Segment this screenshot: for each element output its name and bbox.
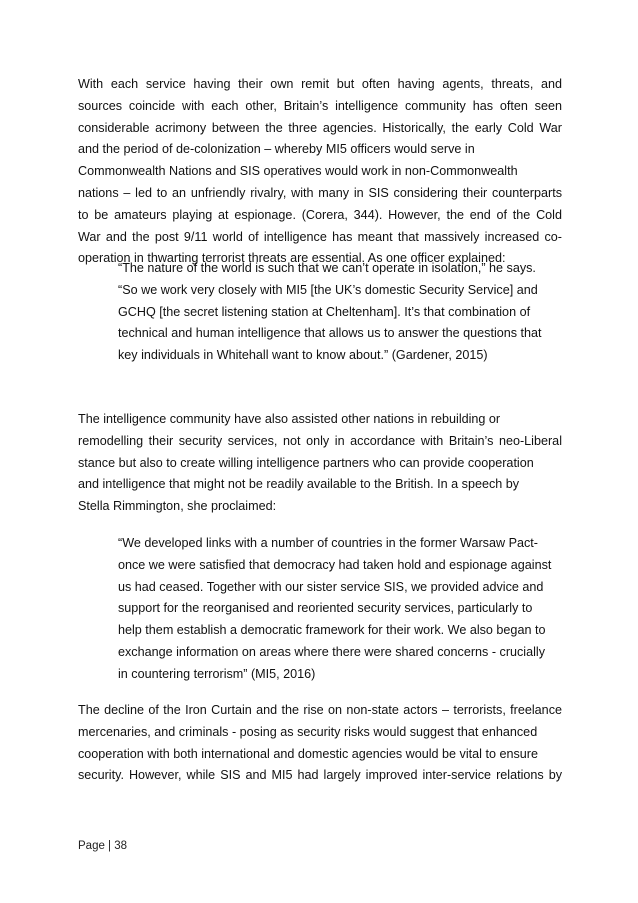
text-line: stance but also to create willing intelligence partners who can provide cooperation — [78, 455, 534, 470]
text-line: cooperation with both international and domestic agencies would be vital to ensure — [78, 746, 538, 761]
quote-line: in countering terrorism” (MI5, 2016) — [118, 666, 316, 681]
quote-line: technical and human intelligence that allows us to answer the questions that — [118, 326, 542, 341]
text-line: mercenaries, and criminals - posing as security risks would suggest that enhanced — [78, 724, 538, 739]
quote-line: help them establish a democratic framework for their work. We also began to — [118, 623, 546, 638]
quote-line: exchange information on areas where there were shared concerns - crucially — [118, 644, 546, 659]
text-line: to be amateurs playing at espionage. (Corera, 344). However, the end of the Cold — [78, 207, 562, 222]
paragraph-decline — [78, 700, 562, 787]
quote-line: key individuals in Whitehall want to know about.” (Gardener, 2015) — [118, 348, 488, 363]
paragraph-assistance — [78, 409, 562, 518]
text-line: remodelling their security services, not only in accordance with Britain’s neo-Liberal — [78, 433, 562, 448]
text-line: security. However, while SIS and MI5 had largely improved inter-service relations by — [78, 768, 562, 783]
text-line: Stella Rimmington, she proclaimed: — [78, 499, 277, 514]
quote-line: support for the reorganised and reoriented security services, particularly to — [118, 601, 533, 616]
text-line: and the period of de-colonization – whereby MI5 officers would serve in — [78, 142, 475, 157]
text-line: The decline of the Iron Curtain and the rise on non-state actors – terrorists, freelance — [78, 703, 562, 717]
quote-gardener — [118, 258, 564, 367]
quote-line: us had ceased. Together with our sister service SIS, we provided advice and — [118, 579, 544, 594]
quote-line: GCHQ [the secret listening station at Cheltenham]. It’s that combination of — [118, 304, 531, 319]
quote-line: “We developed links with a number of countries in the former Warsaw Pact- — [118, 536, 538, 550]
quote-mi5 — [118, 533, 564, 686]
quote-line: “So we work very closely with MI5 [the UK’s domestic Security Service] and — [118, 282, 538, 297]
text-line: With each service having their own remit but often having agents, threats, and — [78, 77, 562, 91]
text-line: nations – led to an unfriendly rivalry, with many in SIS considering their counterparts — [78, 185, 562, 200]
text-line: and intelligence that might not be readily available to the British. In a speech by — [78, 477, 520, 492]
text-line: War and the post 9/11 world of intelligence has meant that massively increased co- — [78, 229, 562, 244]
text-line: considerable acrimony between the three agencies. Historically, the early Cold War — [78, 120, 562, 135]
quote-line: “The nature of the world is such that we can’t operate in isolation,” he says. — [118, 261, 536, 275]
paragraph-rivalry — [78, 74, 562, 270]
text-line: operation in thwarting terrorist threats are essential. As one officer explained: — [78, 251, 506, 266]
quote-line: once we were satisfied that democracy had taken hold and espionage against — [118, 557, 552, 572]
text-line: sources coincide with each other, Britain’s intelligence community has often seen — [78, 98, 562, 113]
text-line: The intelligence community have also assisted other nations in rebuilding or — [78, 412, 501, 426]
text-line: Commonwealth Nations and SIS operatives would work in non-Commonwealth — [78, 164, 518, 179]
page-number: Page | 38 — [78, 840, 128, 852]
